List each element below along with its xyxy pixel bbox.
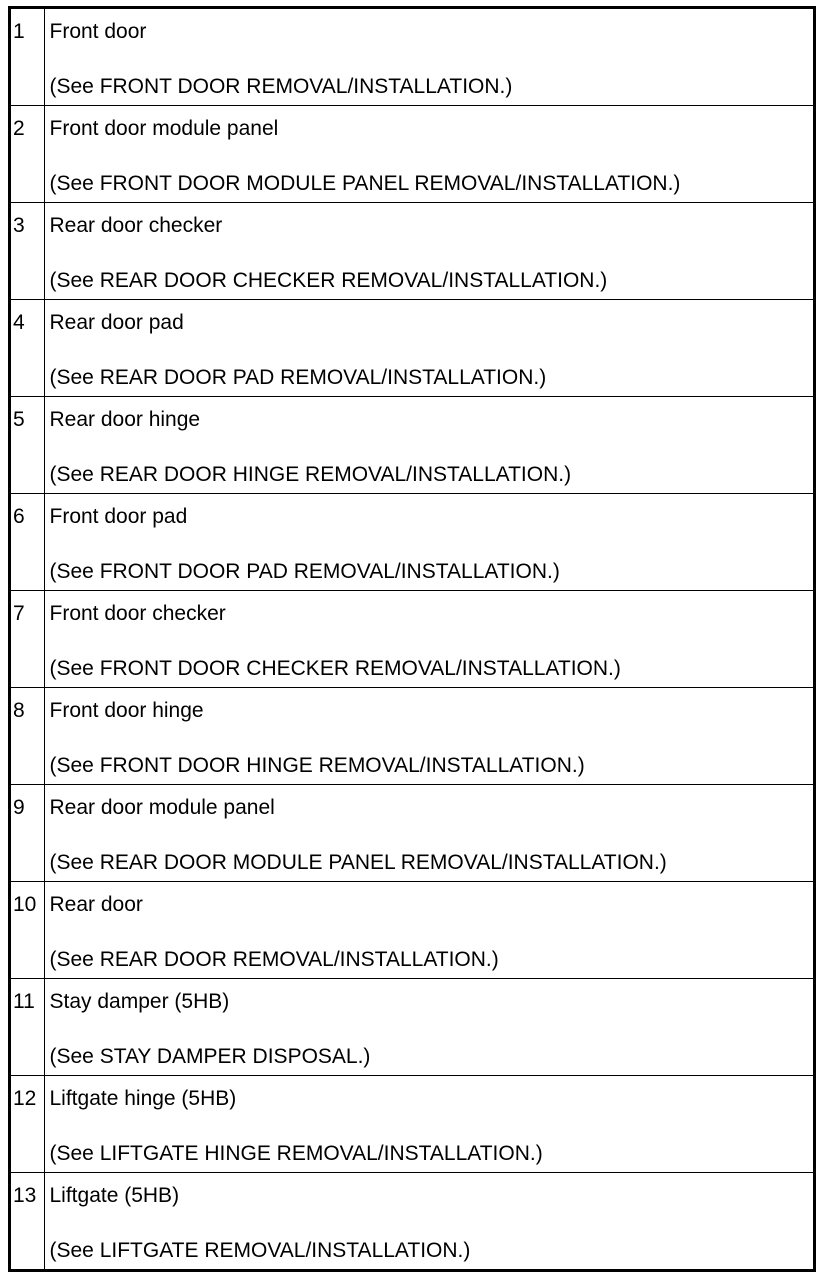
part-name: Rear door hinge: [49, 407, 201, 431]
procedure-reference-link[interactable]: (See REAR DOOR PAD REMOVAL/INSTALLATION.): [49, 365, 547, 389]
part-name: Liftgate hinge (5HB): [49, 1086, 237, 1110]
procedure-reference-link[interactable]: (See REAR DOOR REMOVAL/INSTALLATION.): [49, 947, 499, 971]
part-number: 9: [11, 784, 44, 881]
part-description: [44, 1172, 813, 1269]
procedure-reference-link[interactable]: (See REAR DOOR MODULE PANEL REMOVAL/INSTALLATION.): [49, 850, 667, 874]
part-name: Front door module panel: [49, 116, 279, 140]
part-number: 3: [11, 202, 44, 299]
table-row: [11, 202, 813, 299]
procedure-reference-link[interactable]: (See FRONT DOOR REMOVAL/INSTALLATION.): [49, 75, 513, 98]
part-number: 11: [11, 978, 44, 1075]
table-row: [11, 105, 813, 202]
part-name: Rear door checker: [49, 213, 223, 237]
table-row: [11, 9, 813, 105]
part-description: [44, 9, 813, 105]
part-name: Front door: [49, 20, 147, 43]
table-row: [11, 1172, 813, 1269]
part-name: Front door checker: [49, 601, 226, 625]
part-name: Liftgate (5HB): [49, 1183, 180, 1207]
procedure-reference-link[interactable]: (See FRONT DOOR MODULE PANEL REMOVAL/INSTALLATION.): [49, 171, 681, 195]
table-row: [11, 299, 813, 396]
part-description: [44, 202, 813, 299]
part-description: [44, 493, 813, 590]
part-description: [44, 881, 813, 978]
procedure-reference-link[interactable]: (See FRONT DOOR CHECKER REMOVAL/INSTALLATION.): [49, 656, 621, 680]
part-description: [44, 105, 813, 202]
part-name: Rear door pad: [49, 310, 184, 334]
part-name: Front door hinge: [49, 698, 204, 722]
table-row: [11, 590, 813, 687]
procedure-reference-link[interactable]: (See REAR DOOR CHECKER REMOVAL/INSTALLATION.): [49, 268, 608, 292]
part-number: 1: [11, 9, 44, 105]
part-description: [44, 1075, 813, 1172]
procedure-reference-link[interactable]: (See LIFTGATE REMOVAL/INSTALLATION.): [49, 1238, 471, 1262]
part-name: Stay damper (5HB): [49, 989, 230, 1013]
part-number: 12: [11, 1075, 44, 1172]
part-description: [44, 784, 813, 881]
part-description: [44, 299, 813, 396]
table-row: [11, 493, 813, 590]
part-number: 10: [11, 881, 44, 978]
table-row: [11, 396, 813, 493]
part-description: [44, 978, 813, 1075]
parts-table: [11, 9, 813, 1269]
procedure-reference-link[interactable]: (See LIFTGATE HINGE REMOVAL/INSTALLATION.): [49, 1141, 543, 1165]
part-number: 7: [11, 590, 44, 687]
table-row: [11, 978, 813, 1075]
table-row: [11, 1075, 813, 1172]
procedure-reference-link[interactable]: (See REAR DOOR HINGE REMOVAL/INSTALLATION.): [49, 462, 572, 486]
procedure-reference-link[interactable]: (See FRONT DOOR HINGE REMOVAL/INSTALLATION.): [49, 753, 585, 777]
part-name: Rear door: [49, 892, 143, 916]
procedure-reference-link[interactable]: (See STAY DAMPER DISPOSAL.): [49, 1044, 371, 1068]
part-description: [44, 590, 813, 687]
part-number: 13: [11, 1172, 44, 1269]
part-number: 4: [11, 299, 44, 396]
part-name: Front door pad: [49, 504, 188, 528]
part-name: Rear door module panel: [49, 795, 275, 819]
parts-table-frame: [8, 6, 816, 1272]
table-row: [11, 784, 813, 881]
part-description: [44, 396, 813, 493]
part-number: 5: [11, 396, 44, 493]
table-row: [11, 881, 813, 978]
part-number: 6: [11, 493, 44, 590]
part-description: [44, 687, 813, 784]
procedure-reference-link[interactable]: (See FRONT DOOR PAD REMOVAL/INSTALLATION.): [49, 559, 560, 583]
table-row: [11, 687, 813, 784]
part-number: 2: [11, 105, 44, 202]
part-number: 8: [11, 687, 44, 784]
